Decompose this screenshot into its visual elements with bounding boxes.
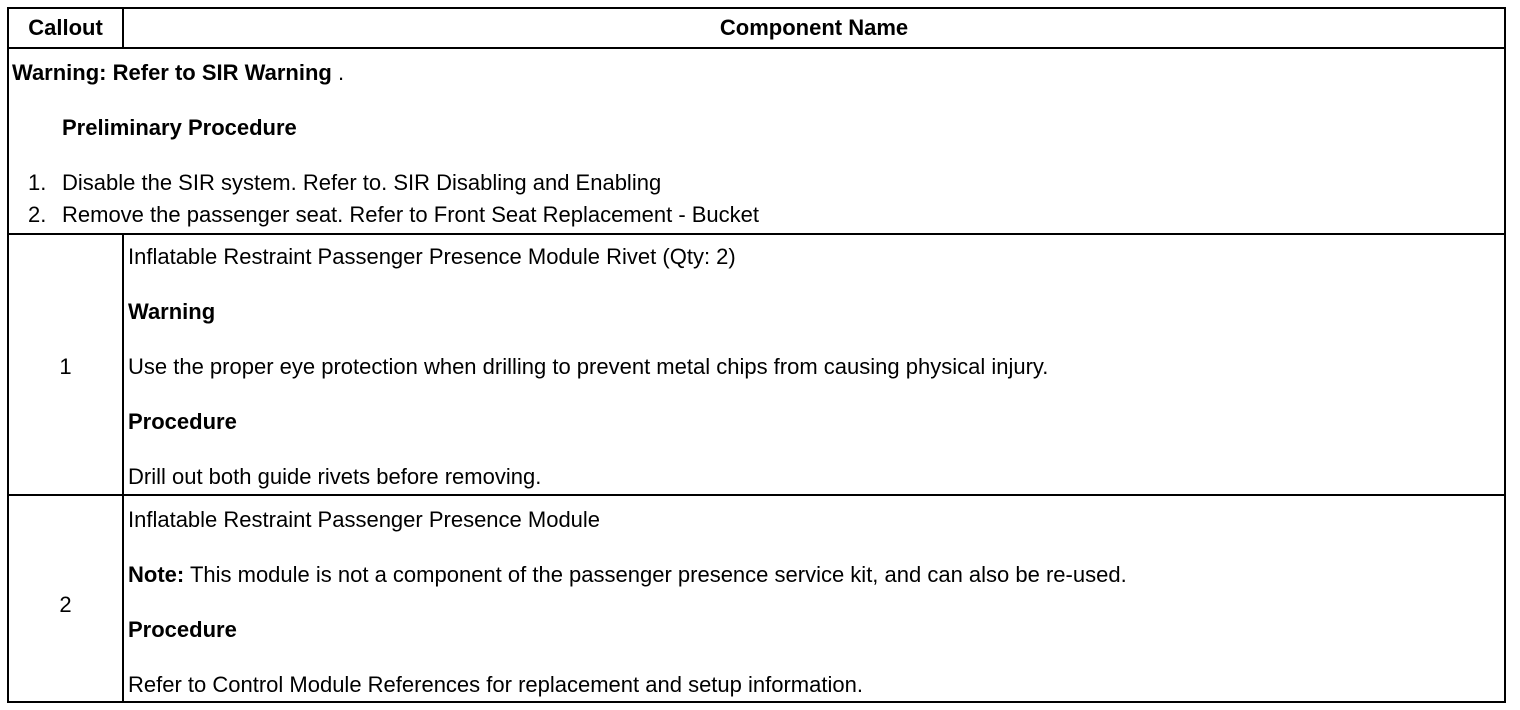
step-text: Disable the SIR system. Refer to. SIR Disabling and Enabling [62,170,662,195]
warning-text: Use the proper eye protection when drilling to prevent metal chips from causing physical injury. [128,354,1049,379]
callout-number: 2 [59,592,72,617]
warning-period: . [337,60,345,85]
step-text: Remove the passenger seat. Refer to Front Seat Replacement - Bucket [62,202,760,227]
header-divider [9,47,1504,49]
step-number: 2. [28,202,47,227]
preliminary-divider [9,233,1504,235]
row-divider [9,494,1504,496]
note-label: Note: [128,562,185,587]
procedure-table [7,7,1506,703]
note-text: This module is not a component of the passenger presence service kit, and can also be re-used. [189,562,1127,587]
preliminary-warning [12,61,344,85]
callout-number: 1 [59,354,72,379]
warning-link-text[interactable]: Refer to SIR Warning [112,60,332,85]
header-callout: Callout [28,15,103,40]
warning-heading: Warning [128,299,216,324]
procedure-text: Refer to Control Module References for replacement and setup information. [128,672,863,697]
column-divider [122,233,124,703]
procedure-heading: Procedure [128,617,237,642]
procedure-heading: Procedure [128,409,237,434]
preliminary-heading: Preliminary Procedure [62,115,297,140]
note-line [128,563,1127,587]
component-title: Inflatable Restraint Passenger Presence Module Rivet (Qty: 2) [128,244,736,269]
warning-label: Warning: [12,60,107,85]
procedure-text: Drill out both guide rivets before removing. [128,464,542,489]
header-component-name: Component Name [719,15,909,40]
step-number: 1. [28,170,47,195]
component-title: Inflatable Restraint Passenger Presence Module [128,507,601,532]
